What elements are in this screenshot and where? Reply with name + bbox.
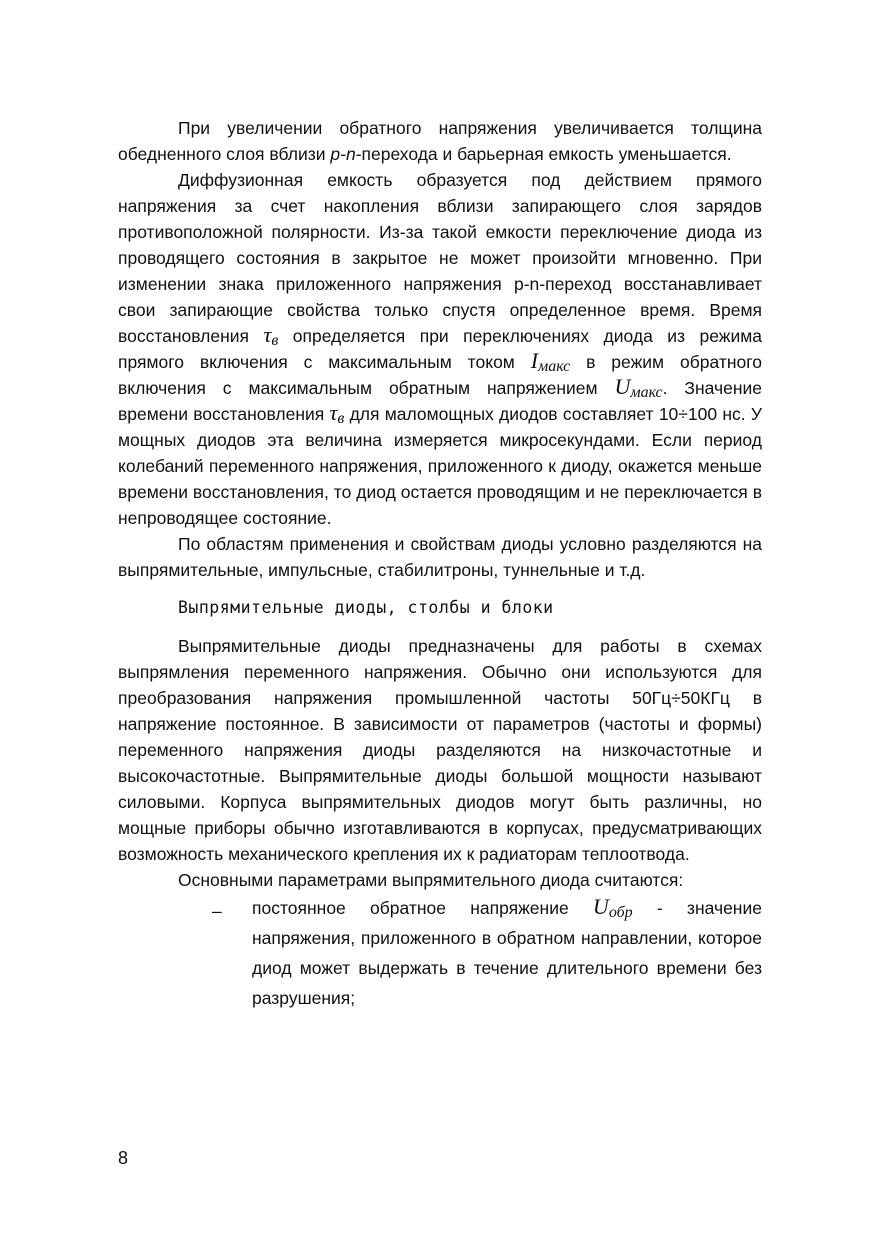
page-number: 8 — [118, 1148, 129, 1168]
paragraph-diode-classes: По областям применения и свойствам диоды условно разделяются на выпрямительные, импульсные, стабилитроны, туннельные и т.д. — [118, 534, 762, 580]
u-max-symbol: $U_{макс}$ — [614, 374, 663, 401]
paragraph-barrier-capacitance: При увеличении обратного напряжения увеличивается толщина обедненного слоя вблизи p-n-перехода и барьерная емкость уменьшается. — [118, 118, 762, 164]
i-max-symbol: $I_{макс}$ — [530, 348, 571, 375]
body-text — [118, 115, 762, 1013]
paragraph-rectifier-diodes: Выпрямительные диоды предназначены для работы в схемах выпрямления переменного напряжения. Обычно они используются для преобразования напряжения промышленной частоты 50Гц÷50КГц в напряжение постоянное. В зависимости от параметров (частоты и формы) переменного напряжения диоды разделяются на низкочастотные и высокочастотные. Выпрямительные диоды большой мощности называют силовыми. Корпуса выпрямительных диодов могут быть различны, но мощные приборы обычно изготавливаются в корпусах, предусматривающих возможность механического крепления их к радиаторам теплоотвода. — [118, 636, 762, 864]
tau-recovery-symbol: $\tau_в$ — [263, 322, 279, 349]
paragraph-main-parameters: Основными параметрами выпрямительного диода считаются: — [178, 870, 684, 890]
parameter-list — [212, 893, 762, 1013]
list-item-reverse-voltage: постоянное обратное напряжение $U_{обр}$ - значение напряжения, приложенного в обратном направлении, которое диод может выдержать в течение длительного времени без разрушения; — [252, 894, 762, 1008]
section-heading: Выпрямительные диоды, столбы и блоки — [178, 598, 554, 617]
paragraph-diffusion-capacitance: Диффузионная емкость образуется под действием прямого напряжения за счет накопления вблизи запирающего слоя зарядов противоположной полярности. Из-за такой емкости переключение диода из проводящего состояния в закрытое не может произойти мгновенно. При изменении знака приложенного напряжения p-n-переход восстанавливает свои запирающие свойства только спустя определенное время. Время восстановления $\tau_в$ определяется при переключениях диода из режима прямого включения с максимальным током $I_{макс}$ в режим обратного включения с максимальным обратным напряжением $U_{макс}$. Значение времени восстановления $\tau_в$ для маломощных диодов составляет 10÷100 нс. У мощных диодов эта величина измеряется микросекундами. Если период колебаний переменного напряжения, приложенного к диоду, окажется меньше времени восстановления, то диод остается проводящим и не переключается в непроводящее состояние. — [118, 170, 762, 528]
list-bullet-dash: – — [212, 901, 222, 921]
u-reverse-symbol: $U_{обр}$ — [592, 894, 633, 921]
tau-recovery-symbol-2: $\tau_в$ — [329, 400, 345, 427]
